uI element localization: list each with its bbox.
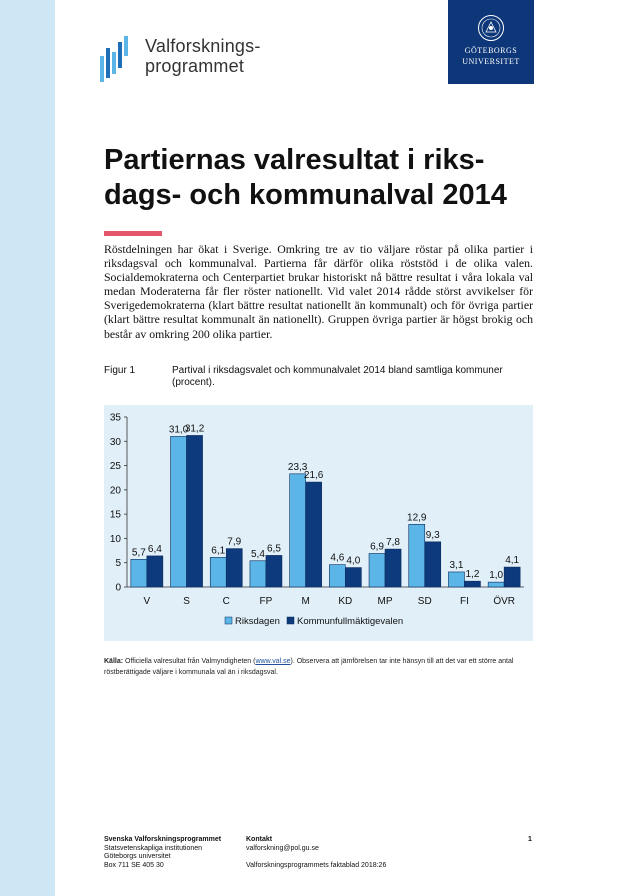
bar-riksdagen: [210, 557, 226, 587]
bar-value-label: 4,1: [505, 555, 520, 567]
x-tick-label: S: [183, 596, 190, 607]
legend-swatch: [225, 617, 232, 624]
bar-kommunfullmaktige: [504, 567, 520, 587]
x-tick-label: M: [301, 596, 310, 607]
bar-value-label: 21,6: [303, 470, 324, 482]
bar-value-label: 3,1: [449, 559, 464, 571]
footer-org-line2: Statsvetenskapliga institutionen: [104, 844, 203, 852]
bar-value-label: 6,9: [370, 541, 385, 553]
bar-value-label: 23,3: [287, 461, 308, 473]
y-tick-label: 30: [109, 436, 121, 448]
bar-riksdagen: [329, 565, 345, 587]
logo-text: [145, 36, 261, 76]
bar-value-label: 6,1: [211, 545, 226, 557]
x-tick-label: MP: [377, 596, 393, 607]
bar-chart: [104, 405, 533, 641]
legend-swatch: [287, 617, 294, 624]
bar-value-label: 9,3: [425, 529, 440, 541]
university-emblem-icon: [477, 14, 505, 47]
university-name-line1: GÖTEBORGS: [464, 46, 518, 55]
bar-riksdagen: [448, 572, 464, 587]
footer-contact-email[interactable]: valforskning@pol.gu.se: [246, 844, 319, 852]
bar-kommunfullmaktige: [147, 556, 163, 587]
source-text-after: ). Observera att jämförelsen tar inte hänsyn till att det var ett större antal röstberättigade väljare i kommunala val än i riksdagsval.: [104, 658, 514, 676]
footer-org-name: Svenska Valforskningsprogrammet: [104, 836, 222, 843]
intro-paragraph: Röstdelningen har ökat i Sverige. Omkring tre av tio väljare röstar på olika partier i riksdagsval och kommunalval. Partierna får därför olika röststöd i de olika valen. Socialdemokraterna och Centerpartiet brukar historiskt nå bättre resultat i våra lokala val medan Moderaterna får fler röster nationellt. Vid valet 2014 rådde störst avvikelser för Sverigedemokraterna (klart bättre resultat nationellt än kommunalt) och för övriga partier (klart bättre resultat kommunalt än nationellt). Gruppen övriga partier är högst brokig och består av omkring 200 olika partier.: [104, 242, 533, 341]
source-link[interactable]: www.val.se: [255, 658, 291, 665]
bar-riksdagen: [409, 524, 425, 587]
x-tick-label: C: [222, 596, 230, 607]
legend-label: Riksdagen: [235, 616, 280, 627]
y-tick-label: 20: [109, 485, 121, 497]
bar-kommunfullmaktige: [306, 482, 322, 587]
bar-value-label: 4,6: [330, 552, 345, 564]
source-text-before: Officiella valresultat från Valmyndigheten (: [123, 658, 256, 665]
left-color-band: [0, 0, 55, 896]
title-accent-bar: [104, 231, 162, 236]
x-tick-label: V: [143, 596, 151, 607]
y-tick-label: 0: [115, 582, 121, 594]
footer-org-line4: Box 711 SE 405 30: [104, 861, 164, 869]
bar-kommunfullmaktige: [187, 435, 203, 587]
bar-value-label: 5,4: [250, 548, 265, 560]
university-name-line2: UNIVERSITET: [462, 57, 520, 66]
page-title: Partiernas valresultat i riks-dags- och kommunalval 2014: [104, 144, 507, 211]
y-tick-label: 25: [109, 461, 121, 473]
bar-kommunfullmaktige: [425, 542, 441, 587]
x-tick-label: KD: [338, 596, 353, 607]
x-tick-label: SD: [417, 596, 432, 607]
university-logo: [448, 0, 534, 84]
bar-riksdagen: [171, 436, 187, 587]
bar-value-label: 6,5: [266, 543, 281, 555]
bar-kommunfullmaktige: [464, 581, 480, 587]
figure-source: [104, 656, 534, 678]
page-number: 1: [528, 836, 532, 843]
y-tick-label: 10: [109, 533, 121, 545]
bar-riksdagen: [369, 553, 385, 587]
bar-value-label: 12,9: [407, 512, 427, 524]
bar-riksdagen: [488, 582, 504, 587]
x-tick-label: ÖVR: [493, 596, 515, 607]
bar-kommunfullmaktige: [345, 568, 361, 587]
footer-series: Valforskningsprogrammets faktablad 2018:26: [246, 861, 387, 869]
bar-kommunfullmaktige: [266, 555, 282, 587]
bar-chart-svg: [104, 405, 533, 641]
footer-contact-label: Kontakt: [246, 836, 273, 843]
figure-label: Figur 1: [104, 365, 136, 376]
bar-value-label: 1,0: [489, 570, 504, 582]
footer-contact: [246, 836, 386, 870]
bar-value-label: 7,8: [386, 537, 401, 549]
y-tick-label: 35: [109, 412, 121, 424]
logo-text-line2: programmet: [145, 56, 245, 76]
bar-value-label: 4,0: [346, 555, 361, 567]
footer-organization: [104, 836, 221, 870]
valforskning-logo-icon: [100, 34, 134, 84]
bar-riksdagen: [290, 474, 306, 587]
bar-value-label: 7,9: [227, 536, 242, 548]
bar-kommunfullmaktige: [226, 549, 242, 587]
figure-caption: Partival i riksdagsvalet och kommunalvalet 2014 bland samtliga kommuner (procent).: [172, 365, 503, 388]
legend-label: Kommunfullmäktigevalen: [297, 616, 404, 627]
x-tick-label: FP: [259, 596, 273, 607]
bar-value-label: 5,7: [131, 547, 146, 559]
bar-riksdagen: [131, 559, 147, 587]
y-tick-label: 15: [109, 509, 121, 521]
bar-value-label: 1,2: [465, 569, 480, 581]
source-label: Källa:: [104, 658, 124, 665]
footer-org-line3: Göteborgs universitet: [104, 853, 171, 861]
bar-value-label: 31,0: [168, 424, 189, 436]
bar-riksdagen: [250, 561, 266, 587]
bar-kommunfullmaktige: [385, 549, 401, 587]
x-tick-label: FI: [460, 596, 469, 607]
y-tick-label: 5: [115, 558, 121, 570]
bar-value-label: 31,2: [184, 423, 205, 435]
bar-value-label: 6,4: [147, 543, 162, 555]
logo-text-line1: Valforsknings-: [145, 36, 261, 56]
